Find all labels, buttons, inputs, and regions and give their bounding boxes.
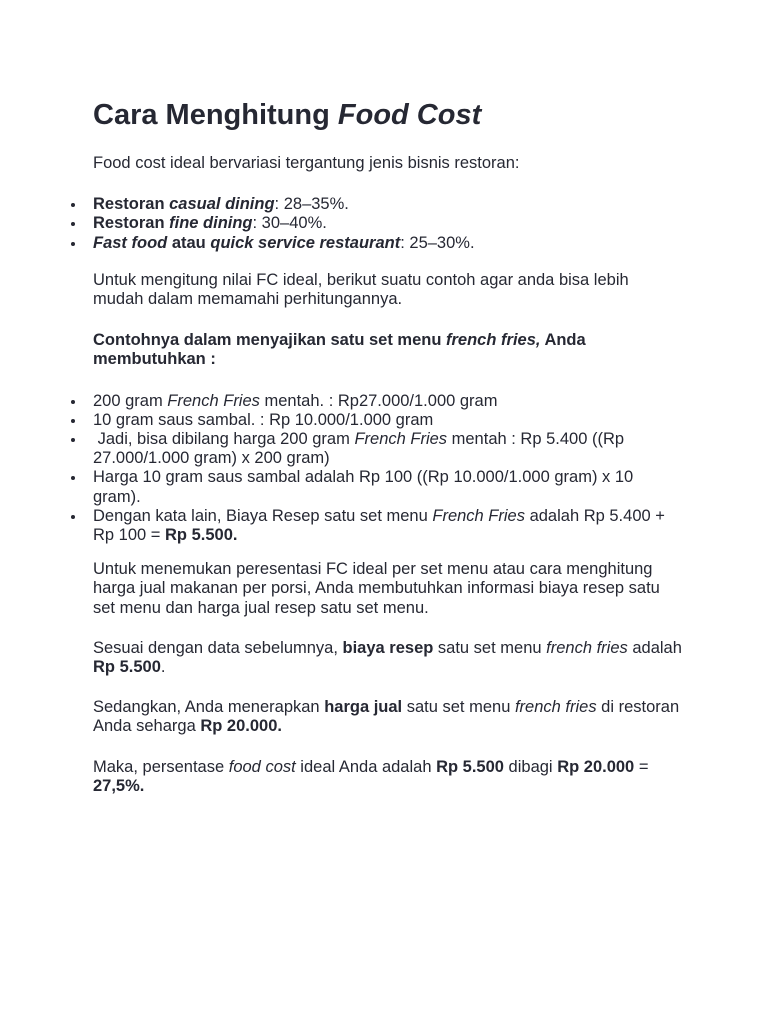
page-title (93, 96, 683, 134)
item-text: adalah Rp 5.400 + Rp 100 = (93, 506, 665, 545)
para-text: . (160, 658, 166, 677)
restaurant-type-list (93, 195, 683, 253)
heading-italic: french fries, (446, 331, 541, 350)
find-percentage-paragraph: Untuk menemukan peresentasi FC ideal per set menu atau cara menghitung harga jual makanan per porsi, Anda membutuhkan informasi biaya resep satu set menu dan harga jual resep satu set menu. (93, 560, 660, 617)
item-text: : 25–30%. (400, 233, 475, 252)
result-paragraph (93, 758, 683, 796)
list-item-fries-price (93, 430, 683, 468)
para-text: = (634, 757, 649, 776)
item-italic: French Fries (167, 391, 260, 410)
para-bold: Rp 5.500 (93, 658, 161, 677)
list-item-sauce-price (93, 468, 683, 506)
item-text: : 30–40%. (252, 214, 327, 233)
para-text: satu set menu (402, 698, 515, 717)
example-intro-paragraph: Untuk mengitung nilai FC ideal, berikut suatu contoh agar anda bisa lebih mudah dalam memamahi perhitungannya. (93, 270, 629, 309)
item-bold: Rp 5.500. (165, 526, 238, 545)
item-italic: French Fries (354, 430, 448, 449)
intro-paragraph: Food cost ideal bervariasi tergantung jenis bisnis restoran: (93, 154, 520, 172)
item-text: Harga 10 gram saus sambal adalah Rp 100 ((Rp 10.000/1.000 gram) x 10 gram). (93, 468, 634, 506)
title-main: Cara Menghitung (93, 99, 338, 131)
heading-text: Contohnya dalam menyajikan satu set menu (93, 331, 447, 350)
example-list (93, 392, 683, 546)
para-text: Sedangkan, Anda menerapkan (93, 698, 325, 717)
list-item-casual-dining (93, 195, 683, 214)
item-italic: quick service restaurant (210, 233, 401, 252)
para-bold: harga jual (324, 698, 403, 717)
para-italic: french fries (546, 638, 628, 657)
title-italic: Food Cost (337, 99, 482, 131)
list-item-sauce (93, 411, 683, 430)
item-text: mentah. : Rp27.000/1.000 gram (259, 391, 498, 410)
item-text: Jadi, bisa dibilang harga 200 gram (93, 430, 355, 449)
para-bold: biaya resep (342, 638, 434, 657)
para-italic: french fries (514, 698, 597, 717)
item-italic: fine dining (169, 214, 253, 233)
item-text: 200 gram (93, 391, 168, 410)
para-text: di restoran Anda seharga (93, 698, 680, 736)
article (93, 96, 683, 796)
para-bold: Rp 20.000 (557, 757, 635, 776)
para-text: satu set menu (433, 638, 547, 657)
item-italic: French Fries (432, 506, 525, 525)
para-text: adalah (627, 638, 682, 657)
list-item-recipe-cost (93, 507, 683, 545)
list-item-fine-dining (93, 214, 683, 233)
item-text: mentah : Rp 5.400 ((Rp 27.000/1.000 gram) x 200 gram) (93, 430, 625, 468)
item-text: : 28–35%. (274, 195, 349, 214)
example-heading (93, 331, 683, 369)
para-text: Maka, persentase (93, 757, 229, 776)
item-italic: casual dining (169, 195, 275, 214)
para-text: ideal Anda adalah (295, 757, 437, 776)
item-bold: Restoran (93, 195, 170, 214)
item-text: 10 gram saus sambal. : Rp 10.000/1.000 gram (93, 410, 434, 429)
para-bold: Rp 20.000. (200, 717, 282, 736)
para-italic: food cost (228, 757, 296, 776)
list-item-fast-food (93, 234, 683, 253)
para-bold: 27,5%. (93, 776, 145, 795)
para-bold: Rp 5.500 (436, 757, 504, 776)
item-bold: atau (167, 233, 211, 252)
para-text: Sesuai dengan data sebelumnya, (93, 638, 343, 657)
list-item-french-fries (93, 392, 683, 411)
item-bold: Restoran (93, 214, 170, 233)
selling-price-paragraph (93, 698, 683, 736)
item-italic: Fast food (93, 233, 168, 252)
heading-text: Anda membutuhkan : (93, 331, 586, 369)
recipe-cost-paragraph (93, 639, 683, 677)
item-text: Dengan kata lain, Biaya Resep satu set menu (93, 506, 433, 525)
para-text: dibagi (503, 757, 558, 776)
